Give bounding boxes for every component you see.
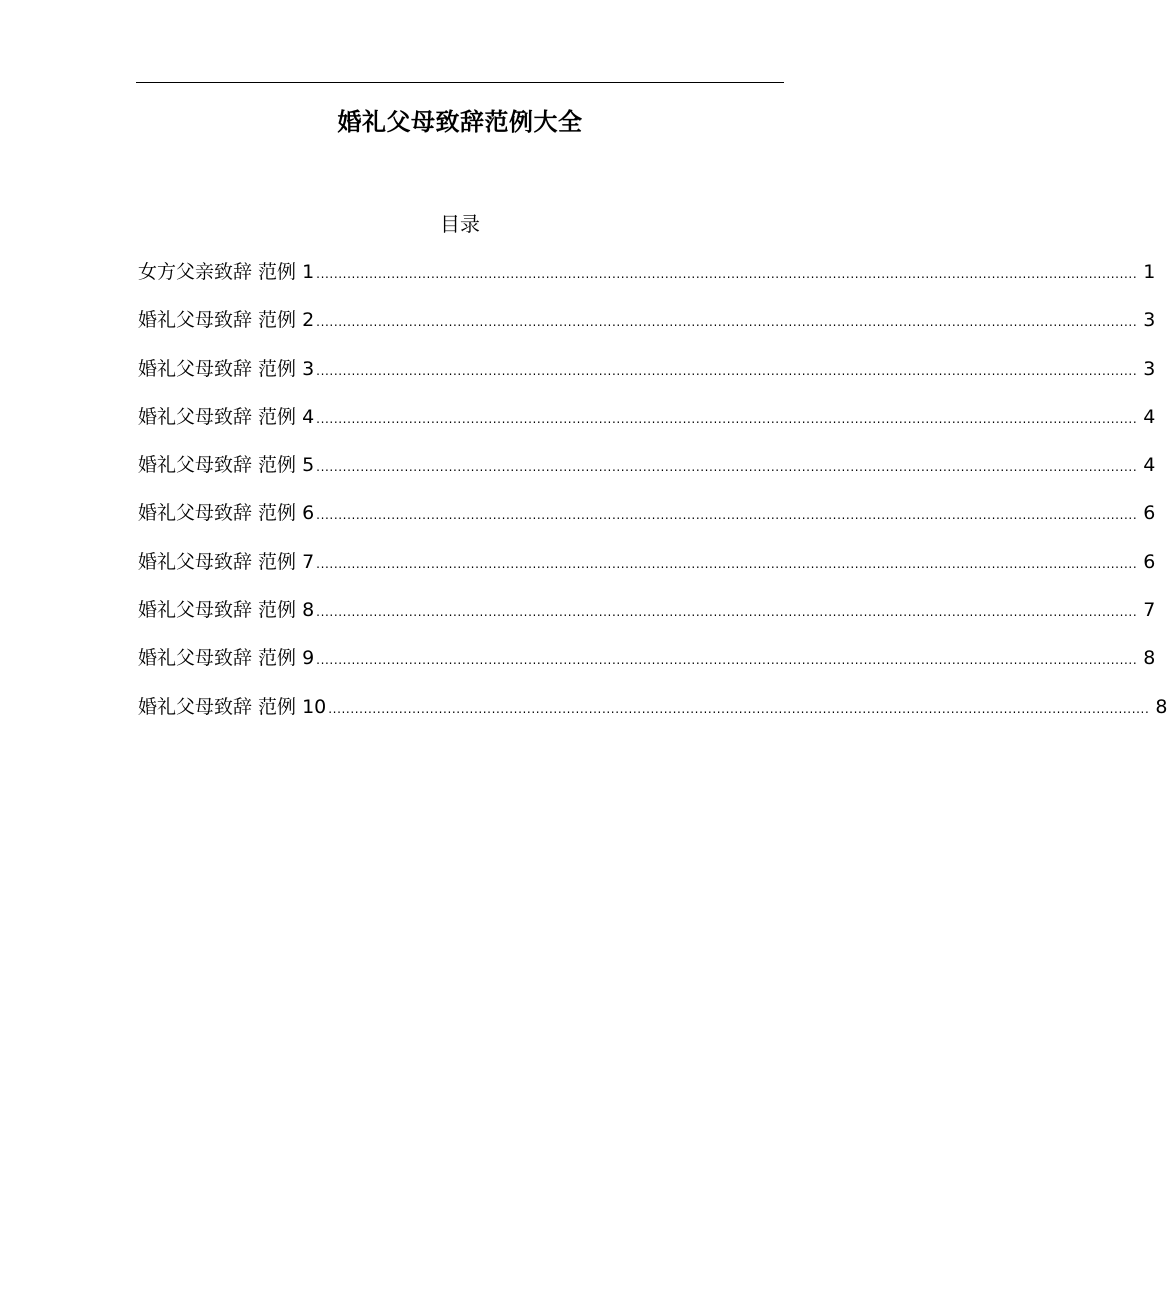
- document-title: 婚礼父母致辞范例大全: [337, 108, 583, 136]
- toc-entry-title: 婚礼父母致辞 范例 4: [138, 405, 315, 428]
- toc-dot-leader: ..........................................................................................................................................................................................: [316, 411, 1138, 426]
- toc-page-number: 7: [1143, 599, 1156, 622]
- header-rule: [136, 82, 784, 83]
- toc-entry[interactable]: [138, 594, 1156, 642]
- toc-dot-leader: ..........................................................................................................................................................................................: [316, 605, 1138, 620]
- toc-dot-leader: ..........................................................................................................................................................................................: [316, 508, 1138, 523]
- toc-entry[interactable]: [138, 401, 1156, 449]
- toc-page-number: 8: [1155, 695, 1167, 718]
- toc-page-number: 6: [1143, 550, 1156, 573]
- toc-dot-leader: ..........................................................................................................................................................................................: [316, 363, 1138, 378]
- toc-entry-title: 婚礼父母致辞 范例 2: [138, 309, 315, 332]
- toc-dot-leader: ..........................................................................................................................................................................................: [316, 267, 1138, 281]
- toc-page-number: 3: [1143, 309, 1156, 332]
- toc-page-number: 8: [1143, 647, 1156, 670]
- toc-entry[interactable]: [138, 497, 1156, 545]
- toc-page-number: 1: [1143, 261, 1156, 283]
- toc-dot-leader: ..........................................................................................................................................................................................: [316, 315, 1138, 330]
- toc-entry[interactable]: [138, 449, 1156, 497]
- toc-entry[interactable]: [138, 256, 1156, 304]
- toc-entry-title: 婚礼父母致辞 范例 9: [138, 647, 315, 670]
- toc-page-number: 6: [1143, 502, 1156, 525]
- toc-entry[interactable]: [138, 304, 1156, 352]
- toc-entry[interactable]: [138, 353, 1156, 401]
- toc-entry[interactable]: [138, 691, 1167, 739]
- toc-heading: 目录: [440, 212, 480, 236]
- toc-entry[interactable]: [138, 546, 1156, 594]
- table-of-contents: [138, 256, 1167, 739]
- toc-dot-leader: ..........................................................................................................................................................................................: [316, 653, 1138, 668]
- toc-dot-leader: ..........................................................................................................................................................................................: [316, 460, 1138, 475]
- toc-entry-title: 婚礼父母致辞 范例 6: [138, 502, 315, 525]
- toc-page-number: 4: [1143, 405, 1156, 428]
- toc-entry[interactable]: [138, 642, 1156, 690]
- toc-page-number: 4: [1143, 454, 1156, 477]
- toc-entry-title: 婚礼父母致辞 范例 8: [138, 599, 315, 622]
- toc-entry-title: 婚礼父母致辞 范例 5: [138, 454, 315, 477]
- toc-page-number: 3: [1143, 357, 1156, 380]
- toc-dot-leader: ..........................................................................................................................................................................................: [328, 701, 1150, 716]
- toc-entry-title: 婚礼父母致辞 范例 10: [138, 695, 327, 718]
- toc-entry-title: 女方父亲致辞 范例 1: [138, 261, 315, 283]
- toc-dot-leader: ..........................................................................................................................................................................................: [316, 556, 1138, 571]
- toc-entry-title: 婚礼父母致辞 范例 3: [138, 357, 315, 380]
- toc-entry-title: 婚礼父母致辞 范例 7: [138, 550, 315, 573]
